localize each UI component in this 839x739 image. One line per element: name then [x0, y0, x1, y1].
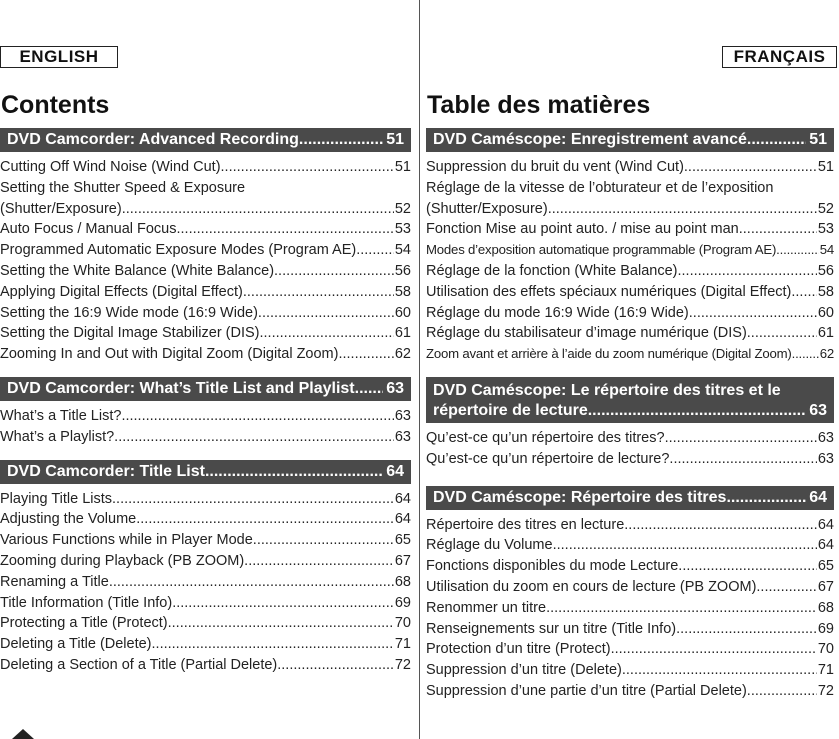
toc-entry[interactable]: Deleting a Title (Delete) ..... 71 — [0, 634, 411, 655]
section-page: 51 — [386, 131, 404, 148]
toc-entry[interactable]: Auto Focus / Manual Focus ..... 53 — [0, 219, 411, 240]
toc-entry[interactable]: Zooming during Playback (PB ZOOM) ..... 67 — [0, 551, 411, 572]
section-title: DVD Camcorder: What’s Title List and Playlist — [7, 379, 355, 397]
toc-entry[interactable]: Modes d’exposition automatique programmable (Program AE) ..... 54 — [426, 240, 834, 261]
page-title-english: Contents — [1, 91, 110, 119]
toc-entry[interactable]: Protecting a Title (Protect) ..... 70 — [0, 613, 411, 634]
toc-entry[interactable]: Réglage du stabilisateur d’image numérique (DIS) ..... 61 — [426, 323, 834, 344]
page-title-french: Table des matières — [427, 91, 651, 119]
toc-entry[interactable]: Zoom avant et arrière à l’aide du zoom numérique (Digital Zoom) ..... 62 — [426, 344, 834, 365]
section-title: DVD Camcorder: Title List — [7, 462, 205, 480]
toc-entry[interactable]: Setting the 16:9 Wide mode (16:9 Wide) ..... 60 — [0, 303, 411, 324]
section-header-title-list — [0, 460, 411, 484]
toc-entry[interactable]: Playing Title Lists ..... 64 — [0, 489, 411, 510]
toc-entry[interactable]: Fonction Mise au point auto. / mise au point man.. ..... 53 — [426, 219, 834, 240]
section-title-line1: DVD Caméscope: Le répertoire des titres et le — [433, 381, 781, 399]
section-title: DVD Caméscope: Répertoire des titres — [433, 488, 727, 506]
section-page: 64 — [809, 488, 827, 506]
toc-entry[interactable]: Protection d’un titre (Protect) ..... 70 — [426, 639, 834, 660]
section-title-line2: répertoire de lecture — [433, 401, 588, 419]
section-header-repertoire-titres — [426, 486, 834, 510]
toc-entry[interactable]: Suppression d’une partie d’un titre (Partial Delete) ..... 72 — [426, 681, 834, 702]
section-page: 63 — [386, 379, 404, 397]
section-title: DVD Camcorder: Advanced Recording — [7, 131, 299, 148]
toc-entry[interactable]: Renaming a Title ..... 68 — [0, 572, 411, 593]
toc-entry[interactable]: Suppression du bruit du vent (Wind Cut) ..... 51 — [426, 157, 834, 178]
toc-entry[interactable]: Réglage de la fonction (White Balance) ..... 56 — [426, 261, 834, 282]
toc-entry[interactable]: Réglage de la vitesse de l’obturateur et de l’exposition — [426, 179, 774, 196]
toc-entry[interactable]: (Shutter/Exposure) ..... 52 — [426, 199, 834, 220]
toc-entry[interactable]: (Shutter/Exposure) ..... 52 — [0, 199, 411, 220]
column-divider — [419, 0, 420, 739]
page-triangle-icon — [12, 729, 34, 739]
section-header-title-list-playlist — [0, 377, 411, 401]
toc-entry[interactable]: Setting the Digital Image Stabilizer (DIS) ..... 61 — [0, 323, 411, 344]
toc-entry[interactable]: Applying Digital Effects (Digital Effect) ..... 58 — [0, 282, 411, 303]
toc-entry[interactable]: Cutting Off Wind Noise (Wind Cut) ..... 51 — [0, 157, 411, 178]
toc-entry[interactable]: Title Information (Title Info) ..... 69 — [0, 593, 411, 614]
toc-entry[interactable]: Utilisation du zoom en cours de lecture (PB ZOOM) ..... 67 — [426, 577, 834, 598]
language-tab-english: ENGLISH — [0, 46, 118, 68]
toc-entry[interactable]: What’s a Title List? ..... 63 — [0, 406, 411, 427]
toc-entry[interactable]: Setting the Shutter Speed & Exposure — [0, 179, 246, 196]
section-header-enregistrement-avance — [426, 128, 834, 152]
toc-entry[interactable]: Adjusting the Volume ..... 64 — [0, 509, 411, 530]
toc-entry[interactable]: Qu’est-ce qu’un répertoire des titres? ..... 63 — [426, 428, 834, 449]
section-title: DVD Caméscope: Enregistrement avancé — [433, 131, 747, 148]
section-header-advanced-recording — [0, 128, 411, 152]
toc-entry[interactable]: Renommer un titre ..... 68 — [426, 598, 834, 619]
toc-entry[interactable]: Qu’est-ce qu’un répertoire de lecture? ..... 63 — [426, 449, 834, 470]
toc-entry[interactable]: Réglage du Volume ..... 64 — [426, 535, 834, 556]
toc-entry[interactable]: Réglage du mode 16:9 Wide (16:9 Wide) ..... 60 — [426, 303, 834, 324]
section-page: 63 — [809, 401, 827, 419]
section-page: 51 — [809, 131, 827, 148]
toc-entry[interactable]: Fonctions disponibles du mode Lecture ..... 65 — [426, 556, 834, 577]
toc-entry[interactable]: Programmed Automatic Exposure Modes (Program AE) ..... 54 — [0, 240, 411, 261]
toc-entry[interactable]: Zooming In and Out with Digital Zoom (Digital Zoom) ..... 62 — [0, 344, 411, 365]
toc-entry[interactable]: Setting the White Balance (White Balance) ..... 56 — [0, 261, 411, 282]
section-header-repertoire-titres-lecture — [426, 377, 834, 423]
toc-entry[interactable]: Utilisation des effets spéciaux numériques (Digital Effect) ..... 58 — [426, 282, 834, 303]
toc-entry[interactable]: Suppression d’un titre (Delete) ..... 71 — [426, 660, 834, 681]
french-contents-column — [426, 128, 834, 702]
toc-entry[interactable]: Répertoire des titres en lecture ..... 64 — [426, 515, 834, 536]
toc-entry[interactable]: What’s a Playlist? ..... 63 — [0, 427, 411, 448]
section-page: 64 — [386, 462, 404, 480]
language-tab-french: FRANÇAIS — [722, 46, 837, 68]
toc-entry[interactable]: Renseignements sur un titre (Title Info) ..... 69 — [426, 619, 834, 640]
toc-entry[interactable]: Various Functions while in Player Mode ..... 65 — [0, 530, 411, 551]
toc-entry[interactable]: Deleting a Section of a Title (Partial Delete) ..... 72 — [0, 655, 411, 676]
english-contents-column — [0, 128, 411, 676]
